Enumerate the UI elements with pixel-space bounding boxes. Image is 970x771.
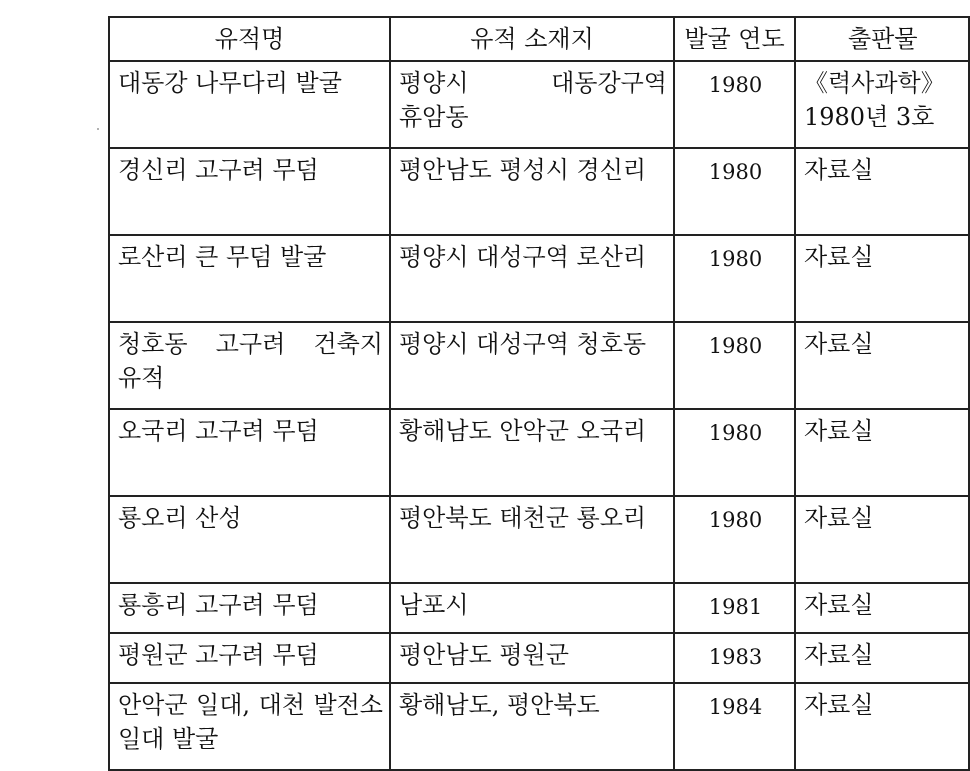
table-header-row (109, 17, 969, 61)
site-name-cell: 룡오리 산성 (109, 496, 390, 583)
site-name-cell: 평원군 고구려 무덤 (109, 633, 390, 683)
site-name-cell: 안악군 일대, 대천 발전소 일대 발굴 (109, 683, 390, 770)
site-location-cell: 남포시 (390, 583, 674, 633)
publication-cell: 자료실 (795, 633, 969, 683)
site-name-cell: 대동강 나무다리 발굴 (109, 61, 390, 148)
table-row (109, 496, 969, 583)
publication-cell: 자료실 (795, 235, 969, 322)
excavation-year-cell: 1980 (674, 235, 795, 322)
header-site-name: 유적명 (109, 17, 390, 61)
excavation-year-cell: 1980 (674, 322, 795, 409)
site-name-cell: 로산리 큰 무덤 발굴 (109, 235, 390, 322)
excavation-year-cell: 1981 (674, 583, 795, 633)
excavation-year-cell: 1984 (674, 683, 795, 770)
table-row (109, 633, 969, 683)
table-row (109, 235, 969, 322)
header-site-location: 유적 소재지 (390, 17, 674, 61)
site-location-cell: 황해남도 안악군 오국리 (390, 409, 674, 496)
header-excavation-year: 발굴 연도 (674, 17, 795, 61)
table-row (109, 148, 969, 235)
site-location-cell: 평안남도 평성시 경신리 (390, 148, 674, 235)
publication-cell: 《력사과학》 1980년 3호 (795, 61, 969, 148)
publication-cell: 자료실 (795, 683, 969, 770)
site-location-cell: 평안북도 태천군 룡오리 (390, 496, 674, 583)
publication-cell: 자료실 (795, 496, 969, 583)
site-name-cell: 오국리 고구려 무덤 (109, 409, 390, 496)
excavation-year-cell: 1983 (674, 633, 795, 683)
site-name-cell: 경신리 고구려 무덤 (109, 148, 390, 235)
header-publication: 출판물 (795, 17, 969, 61)
site-name-cell: 룡흥리 고구려 무덤 (109, 583, 390, 633)
publication-cell: 자료실 (795, 583, 969, 633)
margin-dot (97, 128, 99, 130)
excavation-year-cell: 1980 (674, 148, 795, 235)
excavation-year-cell: 1980 (674, 61, 795, 148)
excavation-sites-table (108, 16, 970, 771)
publication-cell: 자료실 (795, 322, 969, 409)
publication-cell: 자료실 (795, 409, 969, 496)
table-row (109, 61, 969, 148)
site-location-cell: 평양시 대성구역 로산리 (390, 235, 674, 322)
excavation-year-cell: 1980 (674, 496, 795, 583)
site-location-cell: 평양시 대동강구역 휴암동 (390, 61, 674, 148)
table-row (109, 583, 969, 633)
site-location-cell: 황해남도, 평안북도 (390, 683, 674, 770)
site-location-cell: 평안남도 평원군 (390, 633, 674, 683)
table-row (109, 683, 969, 770)
site-location-cell: 평양시 대성구역 청호동 (390, 322, 674, 409)
excavation-year-cell: 1980 (674, 409, 795, 496)
table-row (109, 322, 969, 409)
table-row (109, 409, 969, 496)
site-name-cell: 청호동 고구려 건축지 유적 (109, 322, 390, 409)
publication-cell: 자료실 (795, 148, 969, 235)
